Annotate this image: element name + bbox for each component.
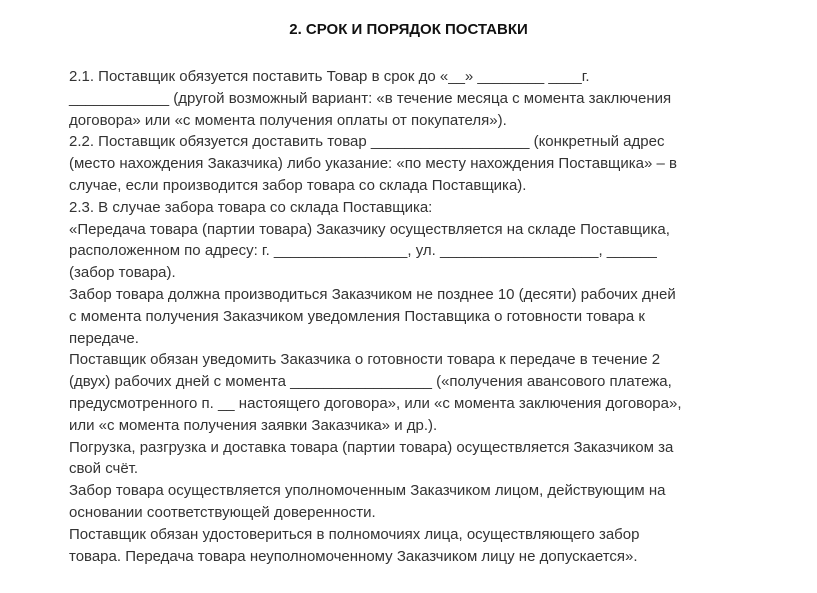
text-line: расположенном по адресу: г. ________________, ул. ___________________, ______ [69, 242, 657, 260]
text-line: (место нахождения Заказчика) либо указание: «по месту нахождения Поставщика» – в [69, 155, 677, 173]
section-body [69, 66, 759, 567]
text-line: случае, если производится забор товара со склада Поставщика). [69, 176, 527, 194]
text-line: 2.3. В случае забора товара со склада Поставщика: [69, 198, 433, 216]
text-line: товара. Передача товара неуполномоченному Заказчиком лицу не допускается». [69, 547, 638, 565]
text-line: Забор товара осуществляется уполномоченным Заказчиком лицом, действующим на [69, 482, 666, 500]
text-line: договора» или «с момента получения оплаты от покупателя»). [69, 111, 507, 129]
text-line: Поставщик обязан уведомить Заказчика о готовности товара к передаче в течение 2 [69, 351, 661, 369]
text-line: 2.1. Поставщик обязуется поставить Товар в срок до «__» ________ ____г. [69, 68, 590, 85]
text-line: свой счёт. [69, 460, 139, 478]
text-line: ____________ (другой возможный вариант: «в течение месяца с момента заключения [69, 89, 672, 107]
text-line: основании соответствующей доверенности. [69, 503, 376, 521]
text-line: или «с момента получения заявки Заказчика» и др.). [69, 416, 438, 434]
text-line: (забор товара). [69, 264, 176, 282]
text-line: предусмотренного п. __ настоящего договора», или «с момента заключения договора», [69, 394, 682, 412]
text-line: с момента получения Заказчиком уведомления Поставщика о готовности товара к [69, 307, 645, 325]
text-line: 2.2. Поставщик обязуется доставить товар ___________________ (конкретный адрес [69, 133, 665, 151]
text-line: Погрузка, разгрузка и доставка товара (партии товара) осуществляется Заказчиком за [69, 438, 674, 456]
section-heading: 2. СРОК И ПОРЯДОК ПОСТАВКИ [289, 21, 528, 38]
text-line: передаче. [69, 329, 139, 347]
text-line: Поставщик обязан удостовериться в полномочиях лица, осуществляющего забор [69, 525, 640, 543]
text-line: (двух) рабочих дней с момента _________________ («получения авансового платежа, [69, 373, 672, 391]
text-line: «Передача товара (партии товара) Заказчику осуществляется на складе Поставщика, [69, 220, 670, 238]
text-line: Забор товара должна производиться Заказчиком не позднее 10 (десяти) рабочих дней [69, 285, 676, 303]
